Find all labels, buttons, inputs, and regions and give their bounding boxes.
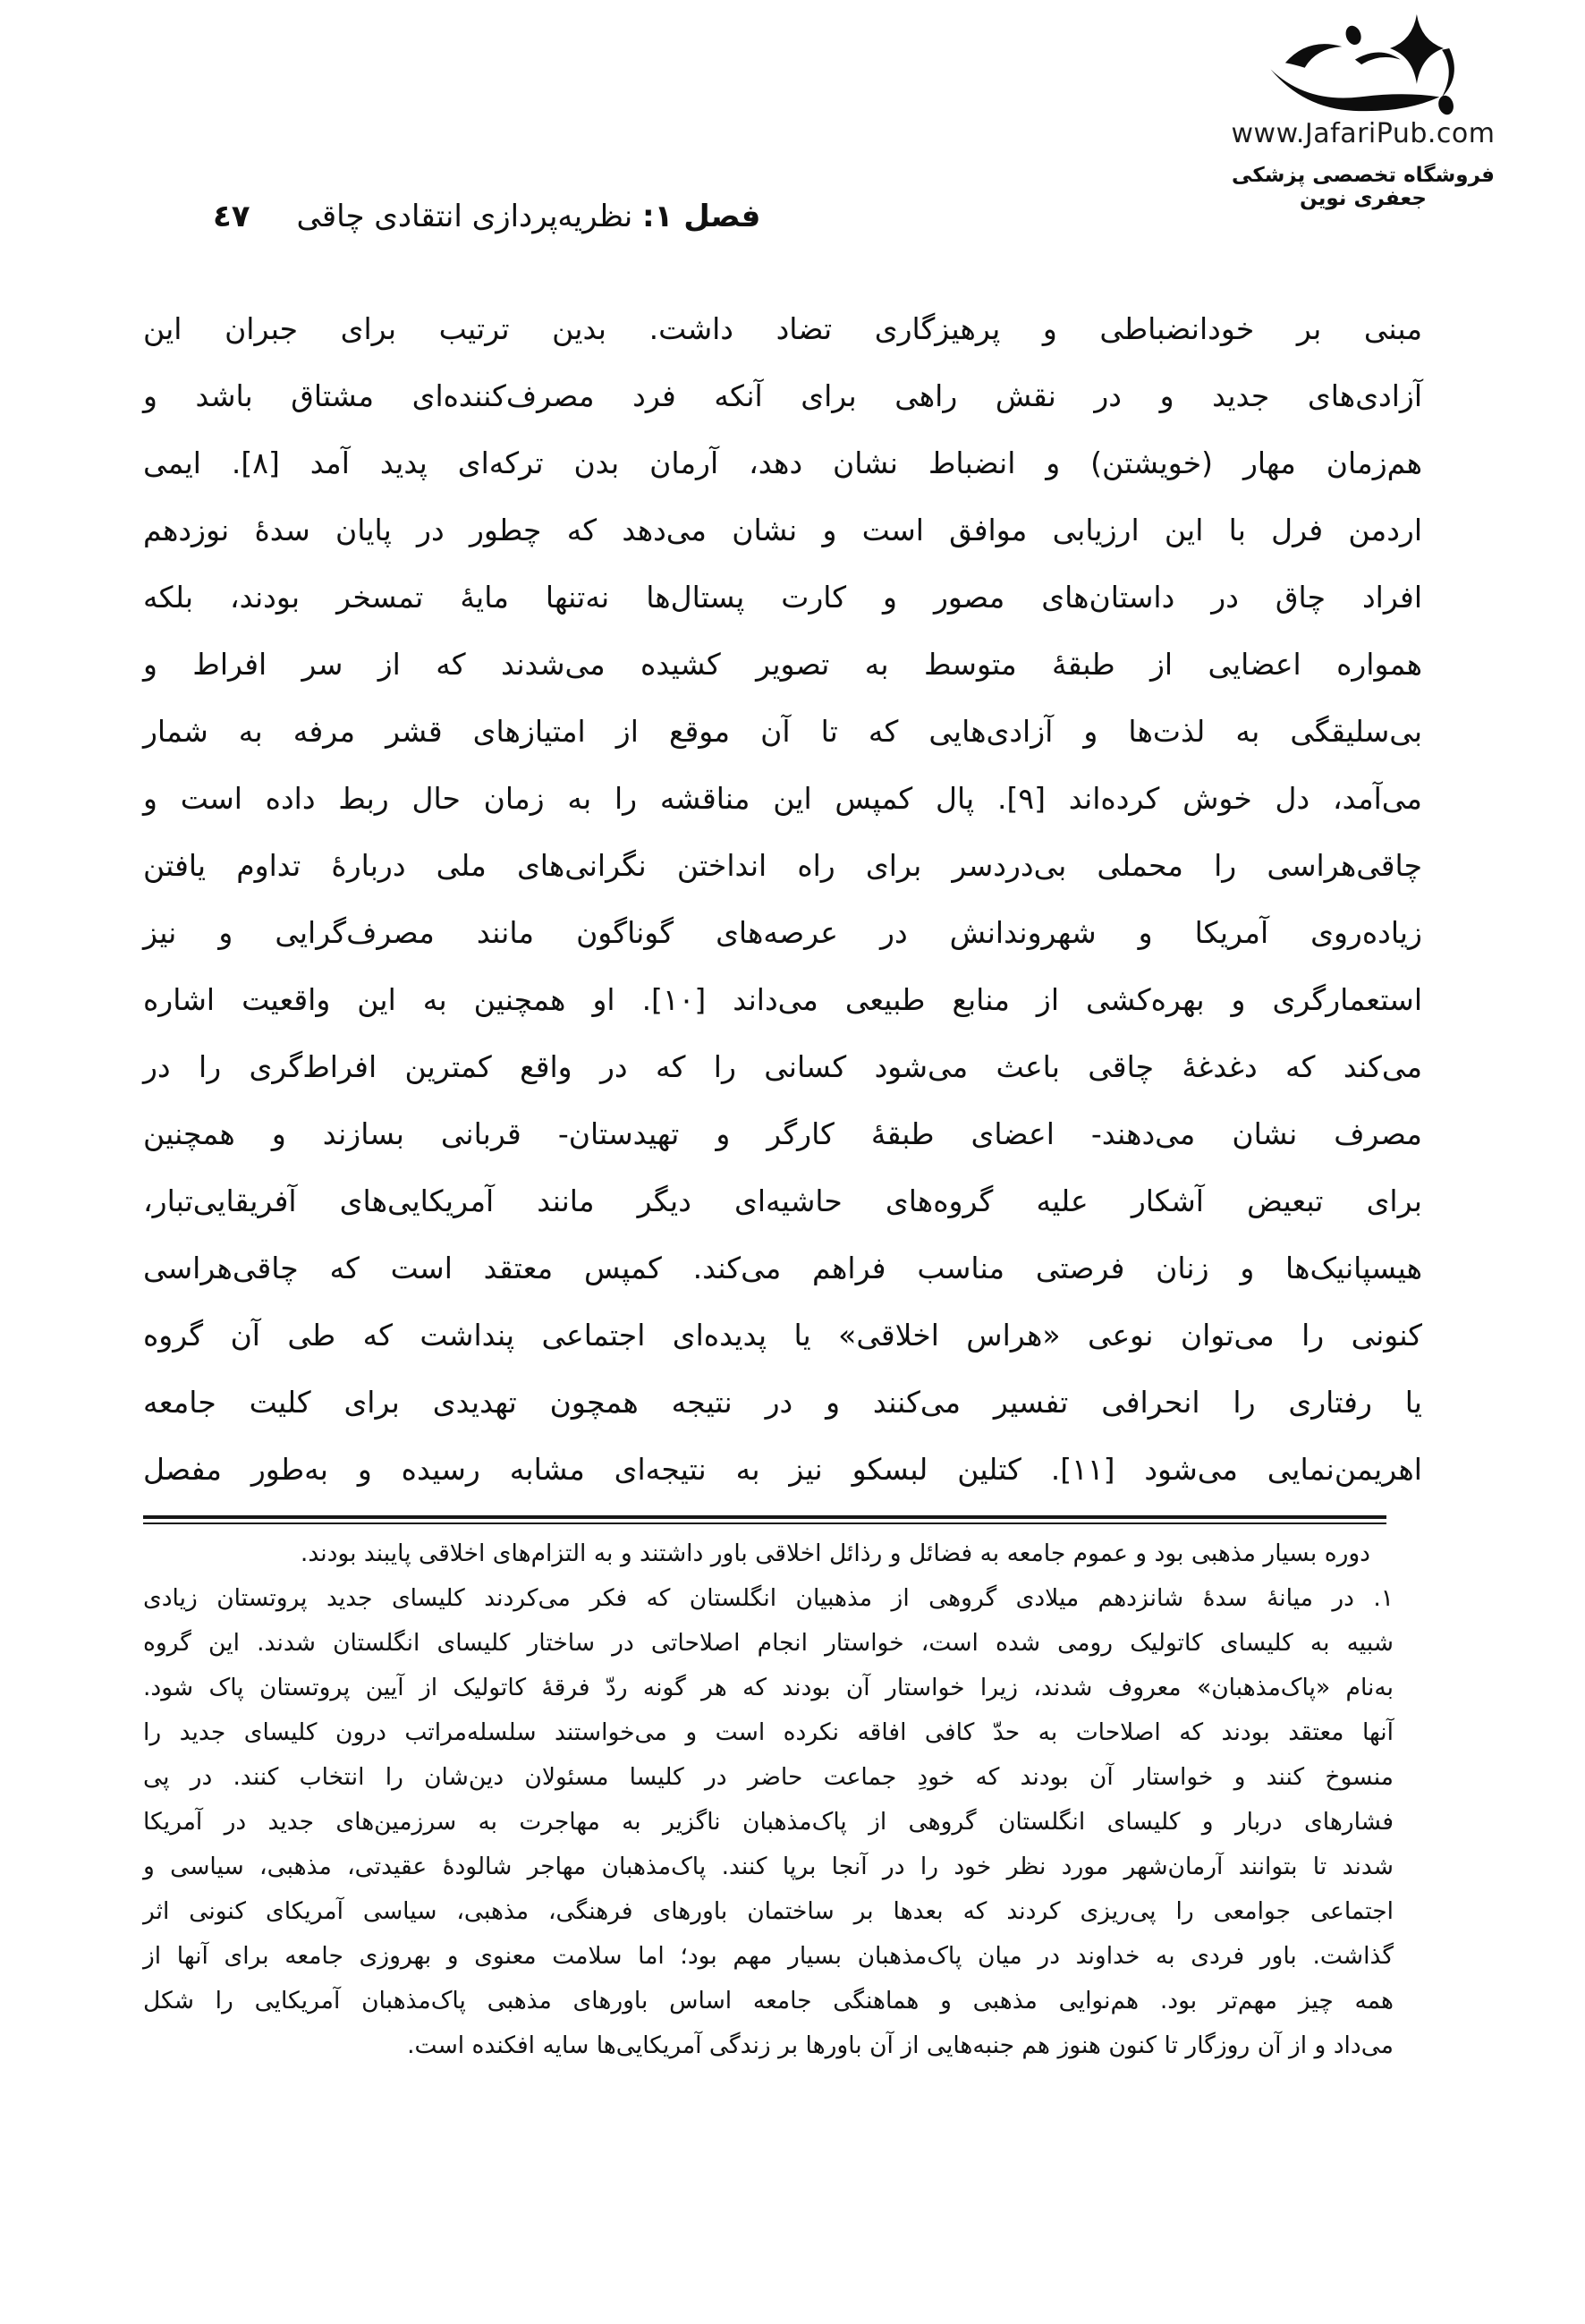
body-line: زیاده‌روی آمریکا و شهروندانش در عرصه‌های گوناگون مانند مصرف‌گرایی و نیز	[143, 915, 1422, 950]
running-head	[143, 199, 760, 234]
body-line: کنونی را می‌توان نوعی «هراس اخلاقی» یا پدیده‌ای اجتماعی پنداشت که طی آن گروه	[143, 1318, 1422, 1353]
chapter-label: فصل ۱:	[642, 199, 761, 234]
footnote-separator-rule	[143, 1515, 1386, 1524]
publisher-tagline: فروشگاه تخصصی پزشکی جعفری نوین	[1232, 164, 1495, 210]
footnote-line: آنها معتقد بودند که اصلاحات به حدّ کافی افاقه نکرده است و می‌خواستند سلسله‌مراتب درون کلیسای جدید را	[143, 1718, 1394, 1746]
body-line: اردمن فرل با این ارزیابی موافق است و نشان می‌دهد که چطور در پایان سدهٔ نوزدهم	[143, 513, 1422, 547]
body-line: می‌آمد، دل خوش کرده‌اند [۹]. پال کمپس این مناقشه را به زمان حال ربط داده است و	[143, 781, 1422, 816]
footnote-continuation-line: دوره بسیار مذهبی بود و عموم جامعه به فضائل و رذائل اخلاقی باور داشتند و به التزام‌های اخلاقی پایبند بودند.	[300, 1539, 1370, 1567]
footnote-line: گذاشت. باور فردی به خداوند در میان پاک‌مذهبان بسیار مهم بود؛ اما سلامت معنوی و بهروزی جامعه برای آنها از	[143, 1942, 1394, 1970]
body-line: استعمارگری و بهره‌کشی از منابع طبیعی می‌داند [۱۰]. او همچنین به این واقعیت اشاره	[143, 982, 1422, 1017]
jafari-calligraphy-logo-icon	[1251, 13, 1475, 118]
footnote-line: اجتماعی جوامعی را پی‌ریزی کردند که بعدها بر ساختمان باورهای فرهنگی، مذهبی، سیاسی آمریکای کنونی اثر	[143, 1897, 1394, 1925]
footnote-line: شدند تا بتوانند آرمان‌شهر مورد نظر خود را در آنجا برپا کنند. پاک‌مذهبان مهاجر شالودهٔ عقیدتی، مذهبی، سیاسی و	[143, 1853, 1394, 1880]
footnote-line: منسوخ کنند و خواستار آن بودند که خودِ جماعت حاضر در کلیسا مسئولان دین‌شان را انتخاب کنند. در پی	[143, 1763, 1394, 1791]
footnote-line: ۱. در میانهٔ سدهٔ شانزدهم میلادی گروهی از مذهبیان انگلستان که فکر می‌کردند کلیسای جدید پروتستان زیادی	[143, 1584, 1394, 1612]
body-line: بی‌سلیقگی به لذت‌ها و آزادی‌هایی که تا آن موقع از امتیازهای قشر مرفه به شمار	[143, 714, 1422, 749]
footnote-line: فشارهای دربار و کلیسای انگلستان گروهی از پاک‌مذهبان ناگزیر به مهاجرت به سرزمین‌های جدید در آمریکا	[143, 1808, 1394, 1836]
body-line: اهریمن‌نمایی می‌شود [۱۱]. کتلین لبسکو نیز به نتیجه‌ای مشابه رسیده و به‌طور مفصل	[143, 1452, 1422, 1487]
body-line: مبنی بر خودانضباطی و پرهیزگاری تضاد داشت. بدین ترتیب برای جبران این	[143, 311, 1422, 346]
body-line: یا رفتاری را انحرافی تفسیر می‌کنند و در نتیجه همچون تهدیدی برای کلیت جامعه	[143, 1385, 1422, 1420]
footnote-line: شبیه به کلیسای کاتولیک رومی شده است، خواستار انجام اصلاحاتی در ساختار کلیسای انگلستان شدند. این گروه	[143, 1629, 1394, 1657]
body-line: برای تبعیض آشکار علیه گروه‌های حاشیه‌ای دیگر مانند آمریکایی‌های آفریقایی‌تبار،	[143, 1183, 1422, 1218]
page-number: ٤٧	[213, 199, 250, 234]
chapter-title: نظریه‌پردازی انتقادی چاقی	[296, 199, 633, 234]
body-line: می‌کند که دغدغهٔ چاقی باعث می‌شود کسانی را که در واقع کمترین افراط‌گری را در	[143, 1049, 1422, 1084]
footnote-line: می‌داد و از آن روزگار تا کنون هنوز هم جنبه‌هایی از آن باورها بر زندگی آمریکایی‌ها سایه افکنده است.	[407, 2031, 1394, 2059]
footnote-line: به‌نام «پاک‌مذهبان» معروف شدند، زیرا خواستار آن بودند که هر گونه ردّ فرقهٔ کاتولیک از آیین پروتستان پاک شود.	[143, 1674, 1394, 1701]
body-text	[143, 295, 1422, 1503]
body-line: هیسپانیک‌ها و زنان فرصتی مناسب فراهم می‌کند. کمپس معتقد است که چاقی‌هراسی	[143, 1251, 1422, 1285]
body-line: افراد چاق در داستان‌های مصور و کارت پستال‌ها نه‌تنها مایهٔ تمسخر بودند، بلکه	[143, 580, 1422, 615]
body-line: همواره اعضایی از طبقهٔ متوسط به تصویر کشیده می‌شدند که از سر افراط و	[143, 647, 1422, 682]
footnote-line: همه چیز مهم‌تر بود. هم‌نوایی مذهبی و هماهنگی جامعه اساس باورهای مذهبی پاک‌مذهبان آمریکایی را شکل	[143, 1987, 1394, 2014]
footnotes	[143, 1531, 1394, 2068]
body-line: هم‌زمان مهار (خویشتن) و انضباط نشان دهد، آرمان بدن ترکه‌ای پدید آمد [۸]. ایمی	[143, 445, 1422, 480]
body-line: مصرف نشان می‌دهند- اعضای طبقهٔ کارگر و تهیدستان- قربانی بسازند و همچنین	[143, 1116, 1422, 1151]
publisher-url: www.JafariPub.com	[1231, 118, 1496, 149]
body-line: آزادی‌های جدید و در نقش راهی برای آنکه فرد مصرف‌کننده‌ای مشتاق باشد و	[143, 378, 1422, 413]
publisher-branding	[1193, 13, 1533, 210]
body-line: چاقی‌هراسی را محملی بی‌دردسر برای راه انداختن نگرانی‌های ملی دربارهٔ تداوم یافتن	[143, 848, 1422, 883]
chapter-heading	[297, 199, 761, 234]
